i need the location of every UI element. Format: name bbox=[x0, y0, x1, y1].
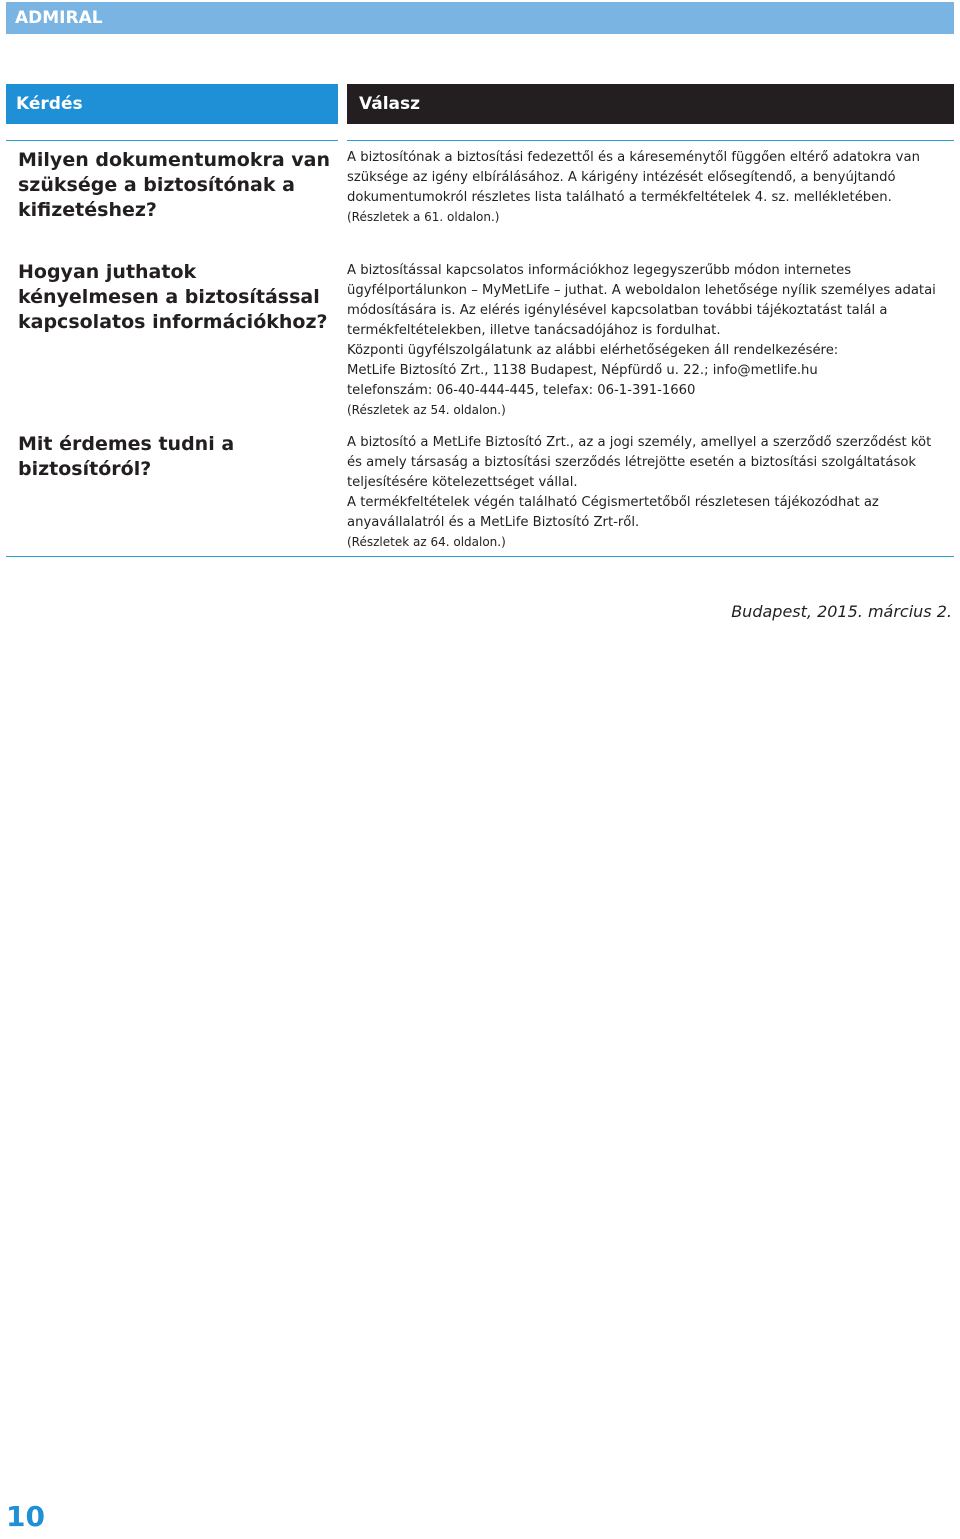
question-column-header: Kérdés bbox=[6, 84, 338, 124]
answer-reference: (Részletek az 54. oldalon.) bbox=[347, 403, 506, 417]
answer-column-divider bbox=[347, 140, 954, 141]
question-documents: Milyen dokumentumokra van szüksége a biztosítónak a kifizetéshez? bbox=[18, 149, 331, 221]
answer-paragraph: A biztosítással kapcsolatos információkhoz legegyszerűbb módon internetes ügyfélportálunkon – MyMetLife – juthat. A weboldalon lehetősége nyílik személyes adatai módosítására is. Az elérés igénylésével kapcsolatban további tájékoztatást talál a termékfeltételekben, illetve tanácsadójához is fordulhat. bbox=[347, 263, 936, 338]
answer-information bbox=[347, 261, 947, 419]
answer-reference: (Részletek a 61. oldalon.) bbox=[347, 210, 500, 224]
answer-column-header: Válasz bbox=[347, 84, 954, 124]
brand-title: ADMIRAL bbox=[15, 8, 103, 28]
answer-paragraph: A termékfeltételek végén található Cégismertetőből részletesen tájékozódhat az anyavállalatról és a MetLife Biztosító Zrt-ről. bbox=[347, 495, 879, 530]
answer-documents bbox=[347, 148, 947, 226]
answer-paragraph: A biztosító a MetLife Biztosító Zrt., az a jogi személy, amellyel a szerződő szerződést köt és amely társaság a biztosítási szerződés létrejötte esetén a biztosítási szolgáltatások teljesítésére kötelezettséget vállal. bbox=[347, 435, 932, 490]
table-bottom-divider bbox=[6, 556, 954, 557]
question-column-divider bbox=[6, 140, 338, 141]
page-number: 10 bbox=[6, 1500, 45, 1533]
answer-paragraph: MetLife Biztosító Zrt., 1138 Budapest, Népfürdő u. 22.; info@metlife.hu bbox=[347, 363, 818, 378]
question-information: Hogyan juthatok kényelmesen a biztosítással kapcsolatos információkhoz? bbox=[18, 261, 328, 333]
document-date: Budapest, 2015. március 2. bbox=[731, 602, 952, 621]
document-header-bar bbox=[6, 2, 954, 34]
answer-insurer bbox=[347, 433, 947, 551]
answer-reference: (Részletek az 64. oldalon.) bbox=[347, 535, 506, 549]
answer-paragraph: telefonszám: 06-40-444-445, telefax: 06-1-391-1660 bbox=[347, 383, 696, 398]
answer-paragraph: A biztosítónak a biztosítási fedezettől és a káreseménytől függően eltérő adatokra van szüksége az igény elbírálásához. A kárigény intézését elősegítendő, a benyújtandó dokumentumokról részletes lista található a termékfeltételek 4. sz. mellékletében. bbox=[347, 150, 920, 205]
question-insurer: Mit érdemes tudni a biztosítóról? bbox=[18, 433, 235, 480]
answer-paragraph: Központi ügyfélszolgálatunk az alábbi elérhetőségeken áll rendelkezésére: bbox=[347, 343, 839, 358]
